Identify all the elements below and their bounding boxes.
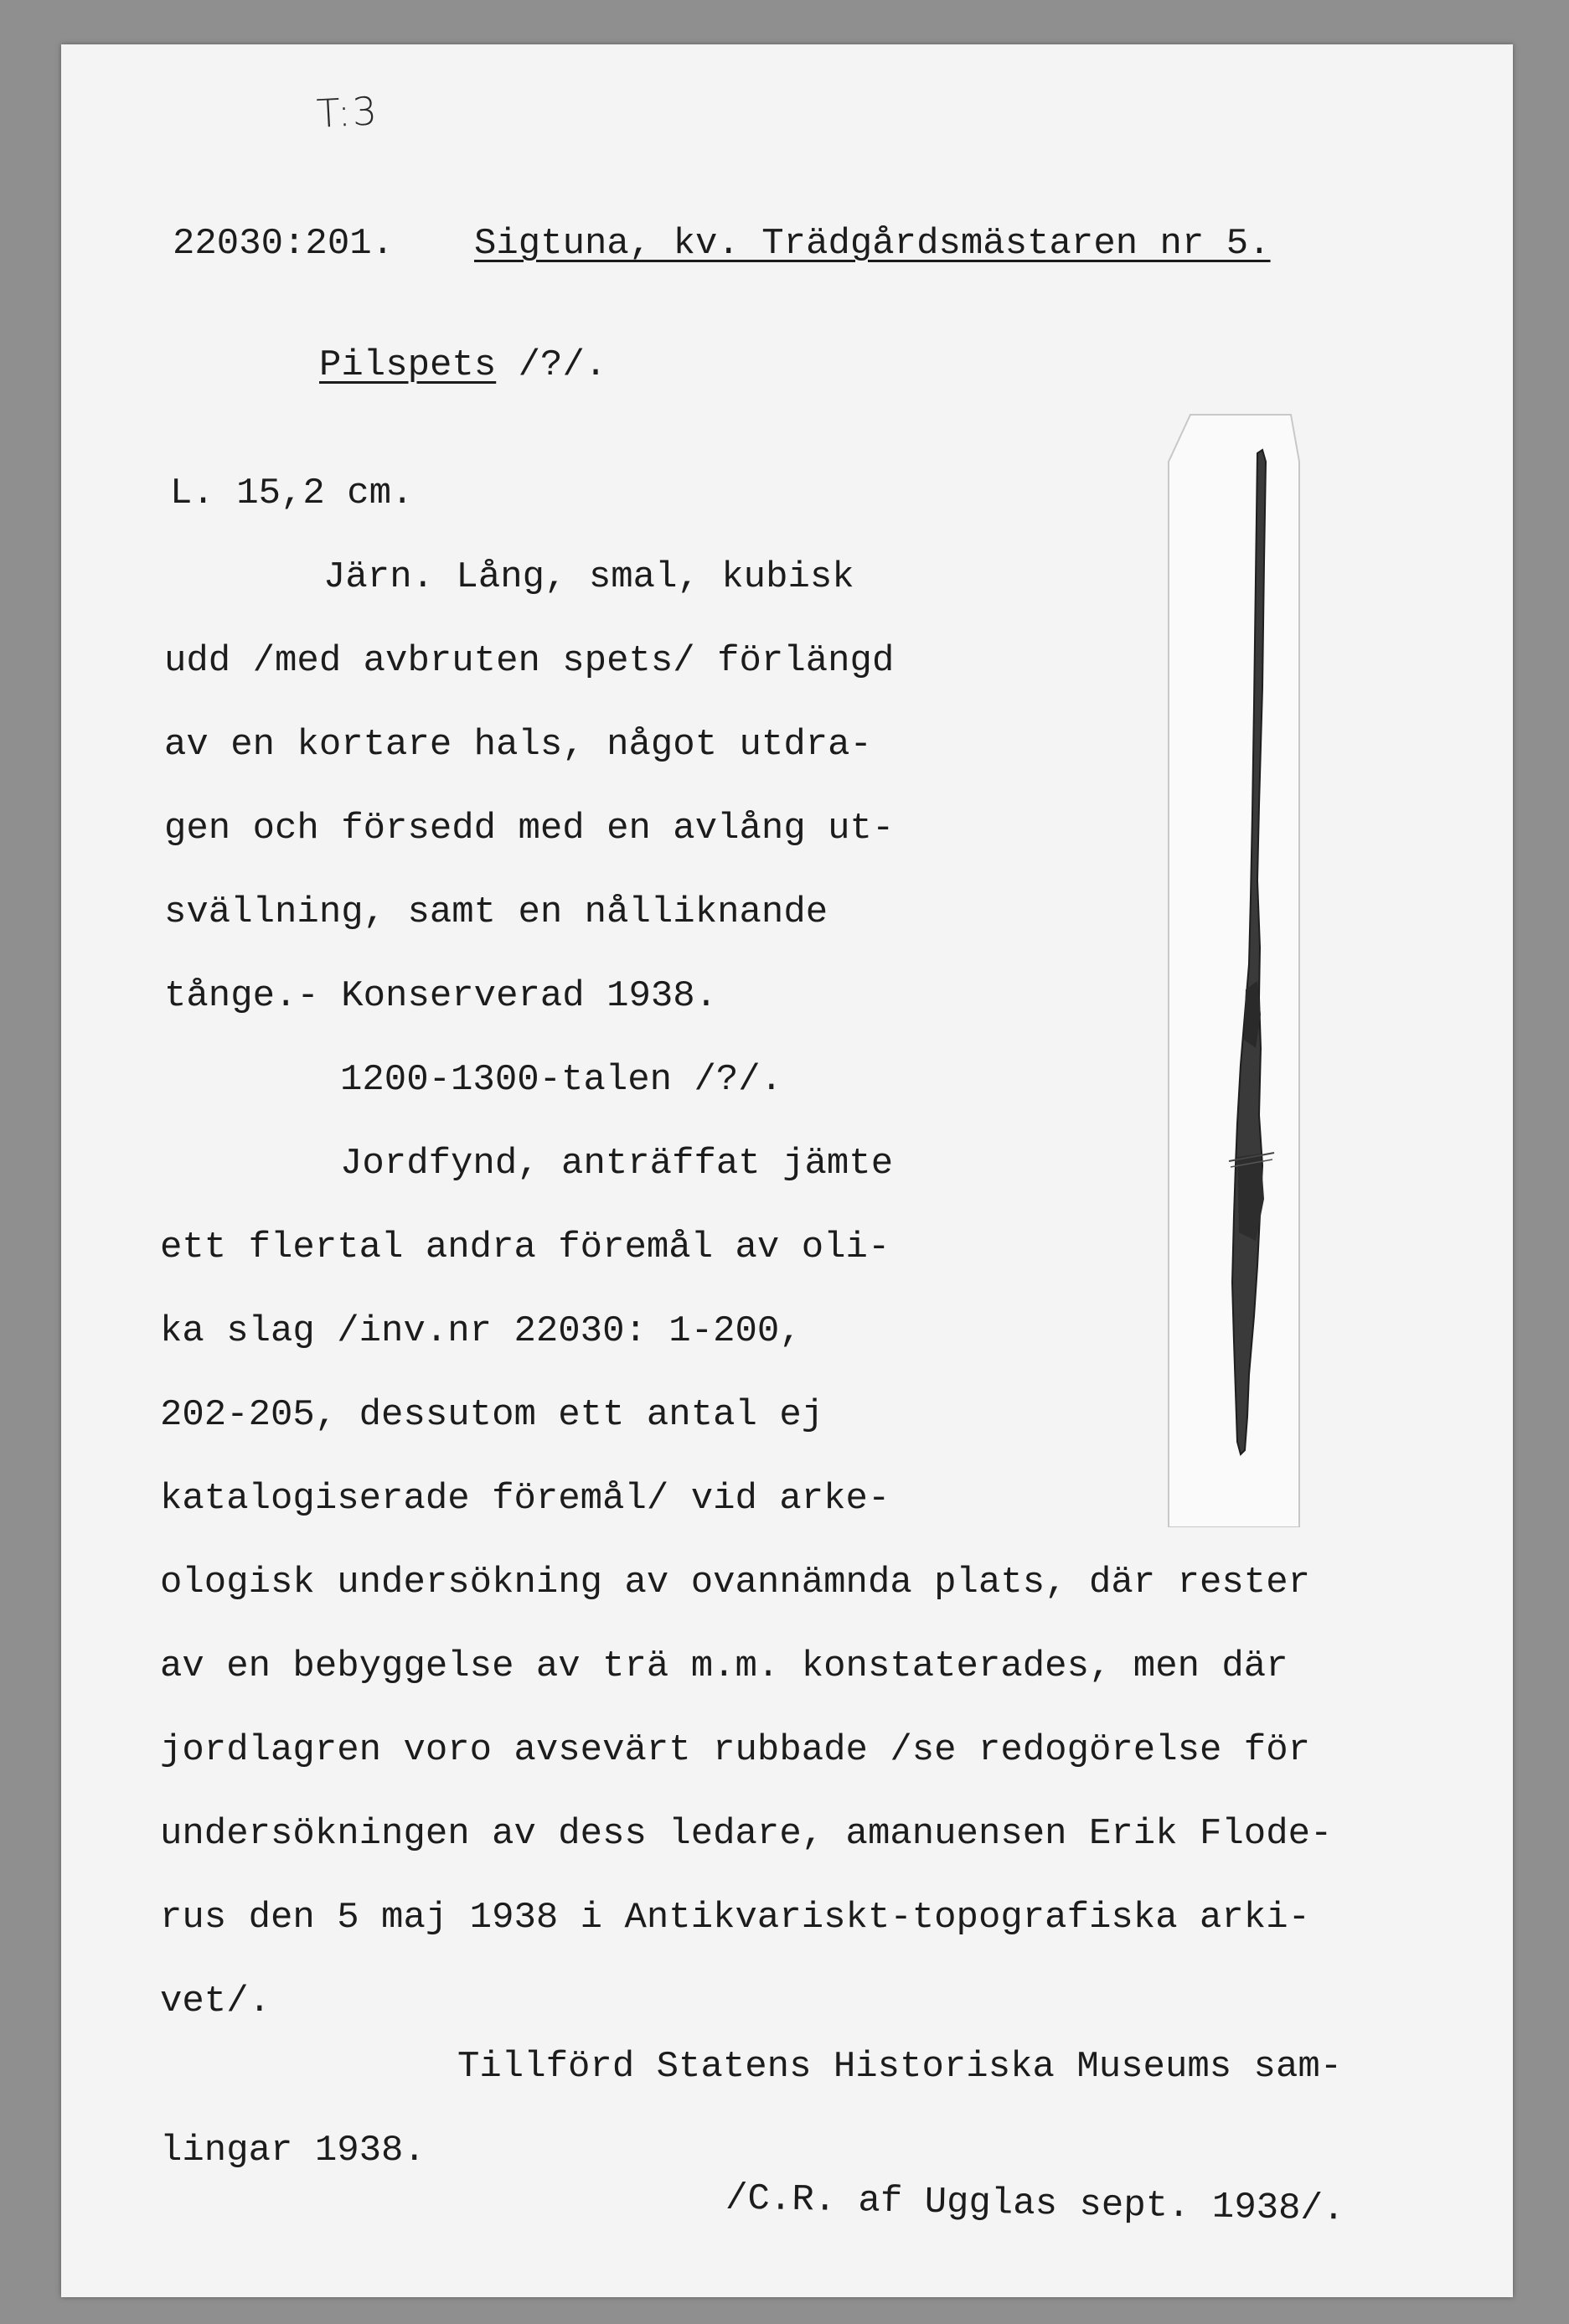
find-context-line: vet/. bbox=[160, 1981, 271, 2022]
acquisition-line: Tillförd Statens Historiska Museums sam- bbox=[457, 2046, 1343, 2088]
description-line: av en kortare hals, något utdra- bbox=[164, 724, 872, 766]
find-context-line: rus den 5 maj 1938 i Antikvariskt-topografiska arki- bbox=[160, 1897, 1311, 1939]
arrowhead-photo-image bbox=[1165, 411, 1303, 1527]
object-name-suffix: /?/. bbox=[518, 344, 607, 386]
description-line: gen och försedd med en avlång ut- bbox=[164, 808, 895, 850]
find-context-line: ett flertal andra föremål av oli- bbox=[160, 1227, 890, 1268]
arrowhead-photo bbox=[1165, 411, 1303, 1527]
acquisition-line: lingar 1938. bbox=[160, 2130, 426, 2172]
find-context-line: undersökningen av dess ledare, amanuensen Erik Flode- bbox=[160, 1813, 1333, 1855]
description-line: Järn. Lång, smal, kubisk bbox=[323, 556, 854, 598]
find-location: Sigtuna, kv. Trädgårdsmästaren nr 5. bbox=[474, 223, 1271, 265]
find-context-line: jordlagren voro avsevärt rubbade /se redogörelse för bbox=[160, 1729, 1311, 1771]
catalog-number: 22030:201. bbox=[173, 223, 395, 265]
handwritten-mark: T:3 bbox=[315, 88, 380, 137]
dating-line: 1200-1300-talen /?/. bbox=[340, 1059, 783, 1101]
find-context-line: 202-205, dessutom ett antal ej bbox=[160, 1394, 824, 1436]
find-context-line: ologisk undersökning av ovannämnda plats, där rester bbox=[160, 1562, 1311, 1604]
catalog-card bbox=[61, 44, 1513, 2297]
description-line: tånge.- Konserverad 1938. bbox=[164, 975, 718, 1017]
find-context-line: katalogiserade föremål/ vid arke- bbox=[160, 1478, 890, 1520]
object-name-line bbox=[319, 343, 606, 387]
description-line: svällning, samt en nålliknande bbox=[164, 891, 828, 933]
find-context-line: ka slag /inv.nr 22030: 1-200, bbox=[160, 1310, 802, 1352]
signature: /C.R. af Ugglas sept. 1938/. bbox=[725, 2177, 1345, 2231]
object-name: Pilspets bbox=[319, 344, 497, 386]
length-line: L. 15,2 cm. bbox=[170, 473, 414, 514]
description-line: udd /med avbruten spets/ förlängd bbox=[164, 640, 895, 682]
find-context-line: av en bebyggelse av trä m.m. konstaterades, men där bbox=[160, 1645, 1288, 1687]
find-context-line: Jordfynd, anträffat jämte bbox=[340, 1143, 894, 1185]
